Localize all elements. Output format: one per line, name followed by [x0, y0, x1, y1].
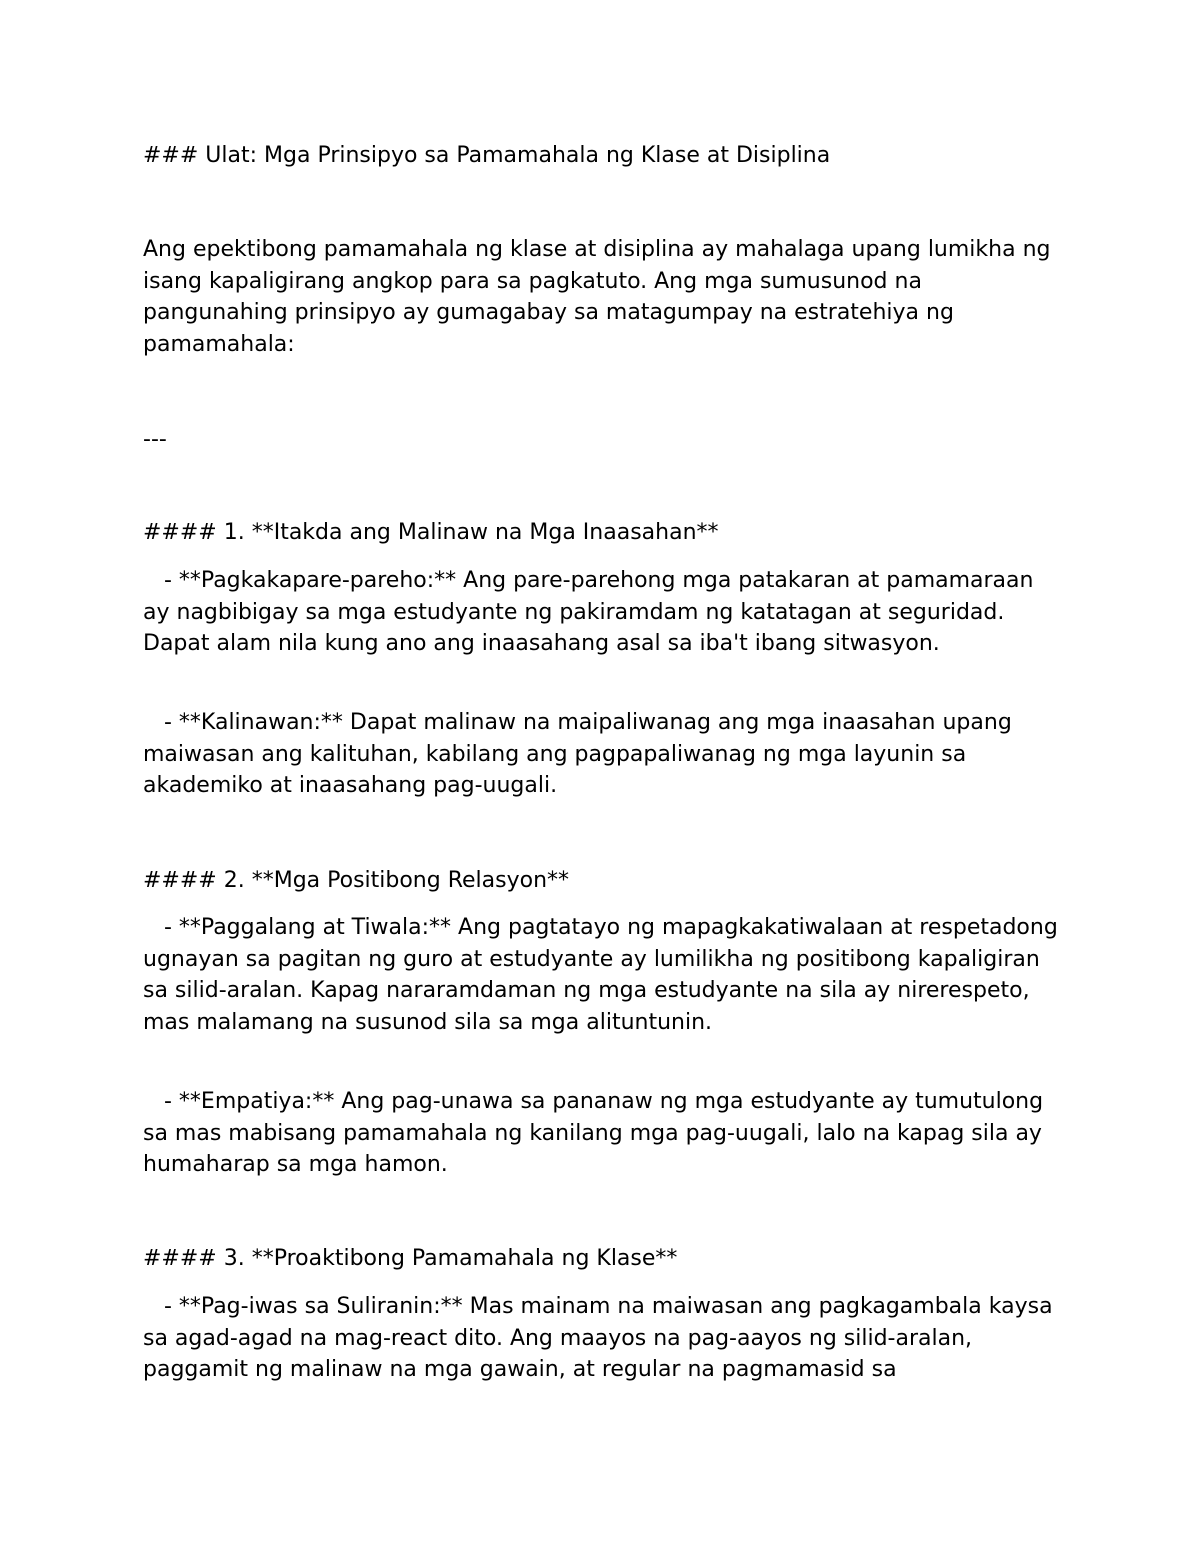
section-3-heading: #### 3. **Proaktibong Pamamahala ng Klase** — [143, 1246, 678, 1271]
document-title: ### Ulat: Mga Prinsipyo sa Pamamahala ng Klase at Disiplina — [143, 143, 831, 168]
section-2-bullet-empathy: - **Empatiya:** Ang pag-unawa sa pananaw ng mga estudyante ay tumutulong sa mas mabisang pamamahala ng kanilang mga pag-uugali, lalo na kapag sila ay humaharap sa mga hamon. — [143, 1089, 1051, 1177]
section-1-bullet-consistency: - **Pagkakapare-pareho:** Ang pare-parehong mga patakaran at pamamaraan ay nagbibigay sa mga estudyante ng pakiramdam ng katatagan at seguridad. Dapat alam nila kung ano ang inaasahang asal sa iba't ibang sitwasyon. — [143, 568, 1041, 656]
section-2-heading: #### 2. **Mga Positibong Relasyon** — [143, 868, 570, 893]
section-2-bullet-respect-trust: - **Paggalang at Tiwala:** Ang pagtatayo ng mapagkakatiwalaan at respetadong ugnayan sa pagitan ng guro at estudyante ay lumilikha ng positibong kapaligiran sa silid-aralan. Kapag nararamdaman ng mga estudyante na sila ay nirerespeto, mas malamang na susunod sila sa mga alituntunin. — [143, 915, 1065, 1035]
section-1-bullet-clarity: - **Kalinawan:** Dapat malinaw na maipaliwanag ang mga inaasahan upang maiwasan ang kalituhan, kabilang ang pagpapaliwanag ng mga layunin sa akademiko at inaasahang pag-uugali. — [143, 710, 1019, 798]
section-separator: --- — [143, 427, 167, 452]
section-1-heading: #### 1. **Itakda ang Malinaw na Mga Inaasahan** — [143, 520, 719, 545]
section-3-bullet-problem-prevention: - **Pag-iwas sa Suliranin:** Mas mainam na maiwasan ang pagkagambala kaysa sa agad-agad na mag-react dito. Ang maayos na pag-aayos ng silid-aralan, paggamit ng malinaw na mga gawain, at regular na pagmamasid sa — [143, 1294, 1060, 1382]
intro-paragraph: Ang epektibong pamamahala ng klase at disiplina ay mahalaga upang lumikha ng isang kapaligirang angkop para sa pagkatuto. Ang mga sumusunod na pangunahing prinsipyo ay gumagabay sa matagumpay na estratehiya ng pamamahala: — [143, 237, 1058, 357]
